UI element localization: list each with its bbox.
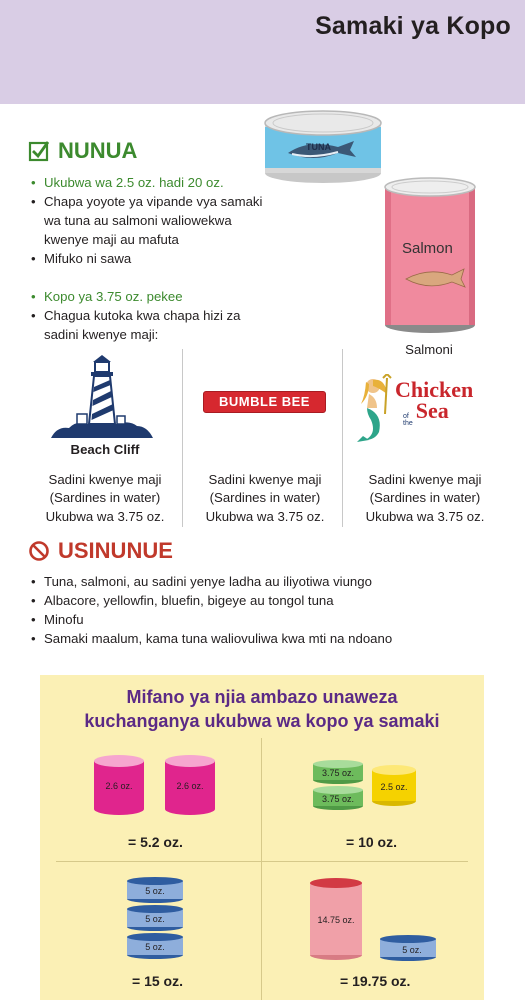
buy-list-sardines <box>30 287 275 344</box>
panel-title-line2: kuchanganya ukubwa wa kopo ya samaki <box>84 711 440 731</box>
logo-word-sea: Sea <box>415 398 449 423</box>
total-5-2-oz: = 5.2 oz. <box>128 834 183 850</box>
prohibited-icon <box>28 540 50 562</box>
brand-chicken-of-the-sea <box>345 349 505 529</box>
logo-word-the: the <box>403 420 413 427</box>
nunua-heading <box>28 138 137 164</box>
list-item: • Chapa yoyote ya vipande vya samaki wa tuna au salmoni waliowekwa kwenye maji au mafuta <box>30 192 275 249</box>
brand-desc: Sadini kwenye maji <box>48 471 162 487</box>
brand-size: Ukubwa wa 3.75 oz. <box>205 508 325 524</box>
bumble-bee-logo-text: BUMBLE BEE <box>219 394 310 409</box>
list-item: • Minofu <box>30 610 490 629</box>
usinunue-title: USINUNUE <box>58 538 173 563</box>
page-header <box>0 0 525 104</box>
brand-name: Beach Cliff <box>70 442 140 457</box>
can-label: 2.5 oz. <box>380 782 408 792</box>
total-15-oz: = 15 oz. <box>132 973 183 989</box>
can-label: 3.75 oz. <box>321 768 355 778</box>
list-item: • Kopo ya 3.75 oz. pekee <box>30 287 275 306</box>
divider <box>56 861 468 862</box>
cans-2-6-oz <box>90 753 240 818</box>
list-item: • Albacore, yellowfin, bluefin, bigeye au tongol tuna <box>30 591 490 610</box>
total-19-75-oz: = 19.75 oz. <box>340 973 411 989</box>
list-item: • Samaki maalum, kama tuna waliovuliwa kwa mti na ndoano <box>30 629 490 648</box>
list-item: • Ukubwa wa 2.5 oz. hadi 20 oz. <box>30 173 275 192</box>
can-label: 2.6 oz. <box>105 781 133 791</box>
brand-desc-en: (Sardines in water) <box>49 490 161 505</box>
brand-beach-cliff <box>25 349 185 529</box>
cans-10-oz <box>308 758 458 818</box>
can-label: 3.75 oz. <box>321 794 355 804</box>
mermaid-logo-icon <box>355 374 397 444</box>
brand-bumble-bee <box>185 349 345 529</box>
buy-list-sizes <box>30 173 275 268</box>
divider <box>342 349 343 527</box>
can-combination-panel <box>40 675 484 1000</box>
can-label: 5 oz. <box>145 914 165 924</box>
brand-desc: Sadini kwenye maji <box>208 471 322 487</box>
list-item: • Tuna, salmoni, au sadini yenye ladha au iliyotiwa viungo <box>30 572 490 591</box>
brand-size: Ukubwa wa 3.75 oz. <box>45 508 165 524</box>
can-label: 5 oz. <box>145 886 165 896</box>
can-label: 5 oz. <box>145 942 165 952</box>
list-item: • Mifuko ni sawa <box>30 249 275 268</box>
tuna-can-label: TUNA <box>306 142 331 152</box>
salmon-can-image <box>378 175 482 335</box>
logo-word-of: of <box>403 413 409 420</box>
page-title: Samaki ya Kopo <box>315 12 511 40</box>
logo-word-chicken: Chicken <box>395 377 474 402</box>
brand-size: Ukubwa wa 3.75 oz. <box>365 508 485 524</box>
bumble-bee-logo <box>203 391 326 413</box>
salmon-caption: Salmoni <box>405 342 453 357</box>
total-10-oz: = 10 oz. <box>346 834 397 850</box>
cans-15-oz <box>122 875 192 965</box>
sardine-brands <box>25 349 505 529</box>
can-label: 5 oz. <box>402 945 422 955</box>
nunua-title: NUNUA <box>58 138 138 163</box>
divider <box>182 349 183 527</box>
can-label: 2.6 oz. <box>176 781 204 791</box>
divider <box>261 738 262 1000</box>
tuna-can-image <box>258 105 388 185</box>
salmon-can-label: Salmon <box>402 240 453 257</box>
panel-title-line1: Mifano ya njia ambazo unaweza <box>126 687 398 707</box>
list-item: • Chagua kutoka kwa chapa hizi za sadini kwenye maji: <box>30 306 275 344</box>
brand-desc-en: (Sardines in water) <box>209 490 321 505</box>
usinunue-heading <box>28 538 173 564</box>
brand-desc: Sadini kwenye maji <box>368 471 482 487</box>
cans-19-75-oz <box>306 875 466 967</box>
chicken-of-the-sea-logo <box>395 377 495 427</box>
do-not-buy-list <box>30 572 490 648</box>
panel-title <box>40 685 484 733</box>
lighthouse-logo-icon <box>47 354 157 439</box>
checkbox-check-icon <box>28 140 50 162</box>
brand-desc-en: (Sardines in water) <box>369 490 481 505</box>
can-label: 14.75 oz. <box>317 915 355 925</box>
